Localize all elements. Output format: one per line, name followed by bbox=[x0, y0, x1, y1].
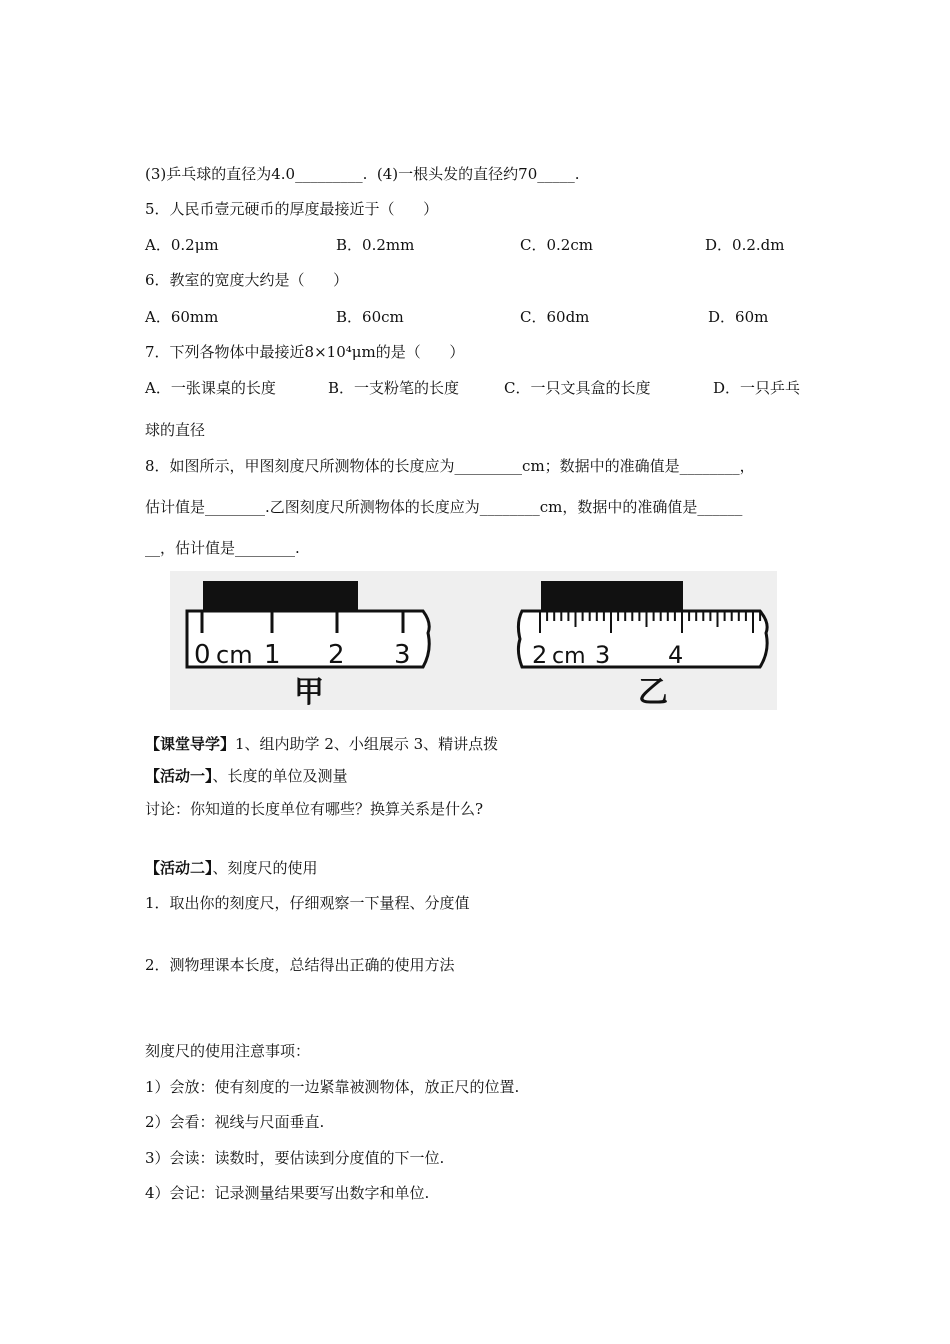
q5-stem: 5．人民币壹元硬币的厚度最接近于（ ） bbox=[145, 200, 439, 218]
q5-option-c: C．0.2cm bbox=[520, 236, 593, 254]
activity2-item-1: 1．取出你的刻度尺，仔细观察一下量程、分度值 bbox=[145, 894, 470, 912]
jia-label-1: 1 bbox=[264, 640, 281, 670]
jia-label-cm: cm bbox=[216, 641, 253, 669]
activity1-title: 【活动一】 bbox=[145, 767, 213, 785]
notes-item-1: 1）会放：使有刻度的一边紧靠被测物体，放正尺的位置. bbox=[145, 1078, 520, 1096]
activity2-text: 、刻度尺的使用 bbox=[212, 859, 318, 877]
q8-line-2: 估计值是________.乙图刻度尺所测物体的长度应为________cm，数据中的准确值是______ bbox=[145, 498, 743, 516]
measured-object-yi bbox=[541, 581, 683, 613]
q7-stem: 7．下列各物体中最接近8×10⁴μm的是（ ） bbox=[145, 343, 465, 361]
jia-label-0: 0 bbox=[194, 640, 211, 670]
q5-option-a: A．0.2μm bbox=[145, 236, 219, 254]
q6-option-d: D．60m bbox=[708, 308, 769, 326]
activity1-discussion: 讨论：你知道的长度单位有哪些？换算关系是什么? bbox=[145, 800, 484, 818]
q8-line-3: __，估计值是________. bbox=[145, 539, 300, 557]
q5-option-d: D．0.2.dm bbox=[705, 236, 785, 254]
activity2-title: 【活动二】 bbox=[145, 859, 213, 877]
q6-stem: 6．教室的宽度大约是（ ） bbox=[145, 271, 349, 289]
yi-label-cm: cm bbox=[552, 644, 586, 669]
jia-caption: 甲 bbox=[294, 675, 324, 710]
yi-caption: 乙 bbox=[638, 675, 668, 710]
q7-option-b: B．一支粉笔的长度 bbox=[328, 379, 460, 397]
q5-option-b: B．0.2mm bbox=[336, 236, 415, 254]
q7-option-c: C．一只文具盒的长度 bbox=[504, 379, 651, 397]
activity1-text: 、长度的单位及测量 bbox=[212, 767, 348, 785]
q8-line-1: 8．如图所示，甲图刻度尺所测物体的长度应为_________cm；数据中的准确值是________， bbox=[145, 457, 755, 475]
q6-option-c: C．60dm bbox=[520, 308, 590, 326]
ruler-yi bbox=[518, 581, 767, 710]
yi-label-3: 3 bbox=[595, 641, 611, 669]
notes-item-4: 4）会记：记录测量结果要写出数字和单位. bbox=[145, 1184, 430, 1202]
activity2-item-2: 2．测物理课本长度，总结得出正确的使用方法 bbox=[145, 956, 455, 974]
activity2-line bbox=[145, 858, 318, 878]
guide-line bbox=[145, 734, 498, 754]
activity1-line bbox=[145, 766, 348, 786]
notes-title: 刻度尺的使用注意事项： bbox=[145, 1042, 311, 1060]
notes-item-2: 2）会看：视线与尺面垂直. bbox=[145, 1113, 325, 1131]
guide-title: 【课堂导学】 bbox=[145, 735, 236, 753]
q7-continuation: 球的直径 bbox=[145, 421, 206, 439]
q7-option-a: A．一张课桌的长度 bbox=[145, 379, 276, 397]
q6-option-a: A．60mm bbox=[145, 308, 219, 326]
yi-label-2: 2 bbox=[532, 641, 548, 669]
q6-option-b: B．60cm bbox=[336, 308, 404, 326]
q4-line: (3)乒乓球的直径为4.0_________. (4)一根头发的直径约70_____. bbox=[145, 165, 580, 183]
guide-text: 1、组内助学 2、小组展示 3、精讲点拨 bbox=[235, 735, 499, 753]
yi-label-4: 4 bbox=[668, 641, 684, 669]
ruler-jia bbox=[187, 581, 429, 710]
measured-object-jia bbox=[203, 581, 358, 613]
jia-label-3: 3 bbox=[394, 640, 411, 670]
ruler-figure bbox=[170, 571, 777, 710]
jia-label-2: 2 bbox=[328, 640, 345, 670]
ruler-figure-svg bbox=[170, 571, 777, 710]
q7-option-d: D．一只乒乓 bbox=[713, 379, 801, 397]
notes-item-3: 3）会读：读数时，要估读到分度值的下一位. bbox=[145, 1149, 445, 1167]
